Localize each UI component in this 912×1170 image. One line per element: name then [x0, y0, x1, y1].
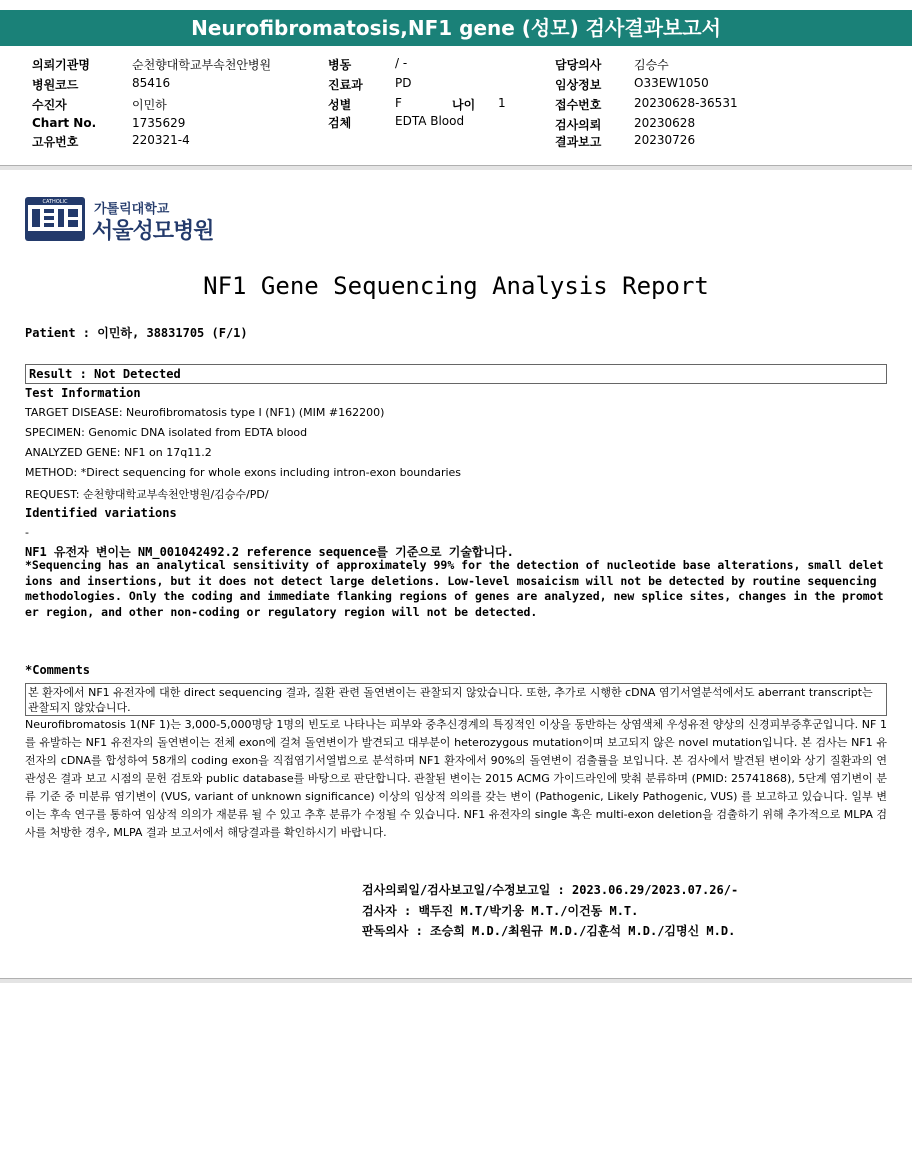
test-info-heading: Test Information	[25, 386, 141, 400]
test-info-target-disease: TARGET DISEASE: Neurofibromatosis type I (NF1) (MIM #162200)	[25, 406, 385, 419]
hospital-emblem-icon	[24, 196, 86, 242]
label-unique-no: 고유번호	[32, 135, 79, 149]
label-patient: 수진자	[32, 98, 67, 112]
logo-hospital-name: 서울성모병원	[92, 219, 214, 244]
technologists-line: 검사자 : 백두진 M.T/박기웅 M.T./이건동 M.T.	[362, 904, 639, 918]
test-info-method: METHOD: *Direct sequencing for whole exons including intron-exon boundaries	[25, 466, 462, 479]
label-hospital-code: 병원코드	[32, 78, 79, 92]
label-age: 나이	[452, 98, 476, 112]
comments-heading: *Comments	[25, 663, 91, 677]
value-institution: 순천향대학교부속천안병원	[132, 58, 272, 72]
value-doctor: 김승수	[634, 58, 669, 72]
header-info	[0, 56, 912, 156]
value-clinical-info: O33EW1050	[634, 76, 709, 90]
variations-heading: Identified variations	[25, 506, 177, 520]
value-patient: 이민하	[132, 98, 167, 112]
label-specimen: 검체	[328, 116, 352, 130]
label-receipt-no: 접수번호	[555, 98, 602, 112]
pathologists-line: 판독의사 : 조승희 M.D./최원규 M.D./김훈석 M.D./김명신 M.D.	[362, 924, 736, 938]
comment-body: Neurofibromatosis 1(NF 1)는 3,000-5,000명당 1명의 빈도로 나타나는 피부와 중추신경계의 특징적인 이상을 동반하는 상염색체 우성유전 양상의 신경피부증후군입니다. NF 1를 유발하는 NF1 유전자의 돌연변이는 전체 exon에 걸쳐 돌연변이가 발견되고 대부분이 heterozygous mutation이며 보고되지 않은 novel mutation입니다. 본 검사는 NF1 유전자의 cDNA를 합성하여 58개의 coding exon을 직접염기서열법으로 분석하며 NF1 환자에서 90%의 돌연변이 검출률을 보입니다. 본 검사에서 발견된 변이와 상기 질환과의 연관성은 결과 보고 시점의 문헌 검토와 public database를 바탕으로 판단합니다. 관찰된 변이는 2015 ACMG 가이드라인에 맞춰 분류하며 (PMID: 25741868), 5단계 염기변이 분류 기준 중 미분류 염기변이 (VUS, variant of unknown significance) 이상의 임상적 의의를 갖는 변이 (Pathogenic, Likely Pathogenic, VUS) 를 보고하고 있습니다. 일부 변이는 후속 연구를 통하여 임상적 의의가 재분류 될 수 있고 추후 분류가 수정될 수 있습니다. NF1 유전자의 single 혹은 multi-exon deletion을 검출하기 위해 추가적으로 MLPA 검사를 처방한 경우, MLPA 결과 보고서에서 해당결과를 확인하시기 바랍니다.	[25, 718, 887, 839]
label-sex: 성별	[328, 98, 352, 112]
variations-value: -	[25, 526, 29, 539]
footer-divider-shadow	[0, 979, 912, 983]
test-info-specimen: SPECIMEN: Genomic DNA isolated from EDTA blood	[25, 426, 308, 439]
value-chart-no: 1735629	[132, 116, 186, 130]
label-ward: 병동	[328, 58, 352, 72]
test-info-analyzed-gene: ANALYZED GENE: NF1 on 17q11.2	[25, 446, 212, 459]
value-receipt-no: 20230628-36531	[634, 96, 738, 110]
patient-line: Patient : 이민하, 38831705 (F/1)	[25, 326, 248, 340]
value-sex: F	[395, 96, 402, 110]
value-hospital-code: 85416	[132, 76, 171, 90]
report-title: NF1 Gene Sequencing Analysis Report	[203, 272, 709, 300]
hospital-logo	[24, 196, 224, 246]
label-report-date: 결과보고	[555, 135, 602, 149]
label-institution: 의뢰기관명	[32, 58, 90, 72]
label-clinical-info: 임상정보	[555, 78, 602, 92]
sequencing-disclaimer: *Sequencing has an analytical sensitivity of approximately 99% for the detection of nucleotide base alterations, small deletions and insertions, but it does not detect large deletions. Low-level mosaicism will not be detected by routine sequencing methodologies. Only the coding and immediate flanking regions of genes are analyzed, new splice sites, changes in the promoter region, and other non-coding or regulatory region will not be detected.	[25, 558, 884, 619]
value-report-date: 20230726	[634, 133, 696, 147]
emblem-text: CATHOLIC	[42, 199, 68, 205]
value-specimen: EDTA Blood	[395, 114, 465, 128]
reference-sequence-note: NF1 유전자 변이는 NM_001042492.2 reference sequence를 기준으로 기술합니다.	[25, 545, 514, 559]
result-box: Result : Not Detected	[25, 364, 887, 384]
logo-subtitle: 가톨릭대학교	[94, 202, 170, 217]
header-divider-shadow	[0, 166, 912, 170]
report-dates-line: 검사의뢰일/검사보고일/수정보고일 : 2023.06.29/2023.07.26/-	[362, 883, 739, 897]
label-request-date: 검사의뢰	[555, 118, 602, 132]
label-chart-no: Chart No.	[32, 116, 97, 130]
report-title-bar: Neurofibromatosis,NF1 gene (성모) 검사결과보고서	[0, 10, 912, 46]
value-unique-no: 220321-4	[132, 133, 190, 147]
test-info-request: REQUEST: 순천향대학교부속천안병원/김승수/PD/	[25, 488, 269, 501]
value-ward: / -	[395, 56, 408, 70]
value-age: 1	[498, 96, 506, 110]
label-doctor: 담당의사	[555, 58, 602, 72]
comment-box: 본 환자에서 NF1 유전자에 대한 direct sequencing 결과, 질환 관련 돌연변이는 관찰되지 않았습니다. 또한, 추가로 시행한 cDNA 염기서열분석에서도 aberrant transcript는 관찰되지 않았습니다.	[25, 683, 887, 716]
label-department: 진료과	[328, 78, 363, 92]
value-request-date: 20230628	[634, 116, 696, 130]
value-department: PD	[395, 76, 412, 90]
